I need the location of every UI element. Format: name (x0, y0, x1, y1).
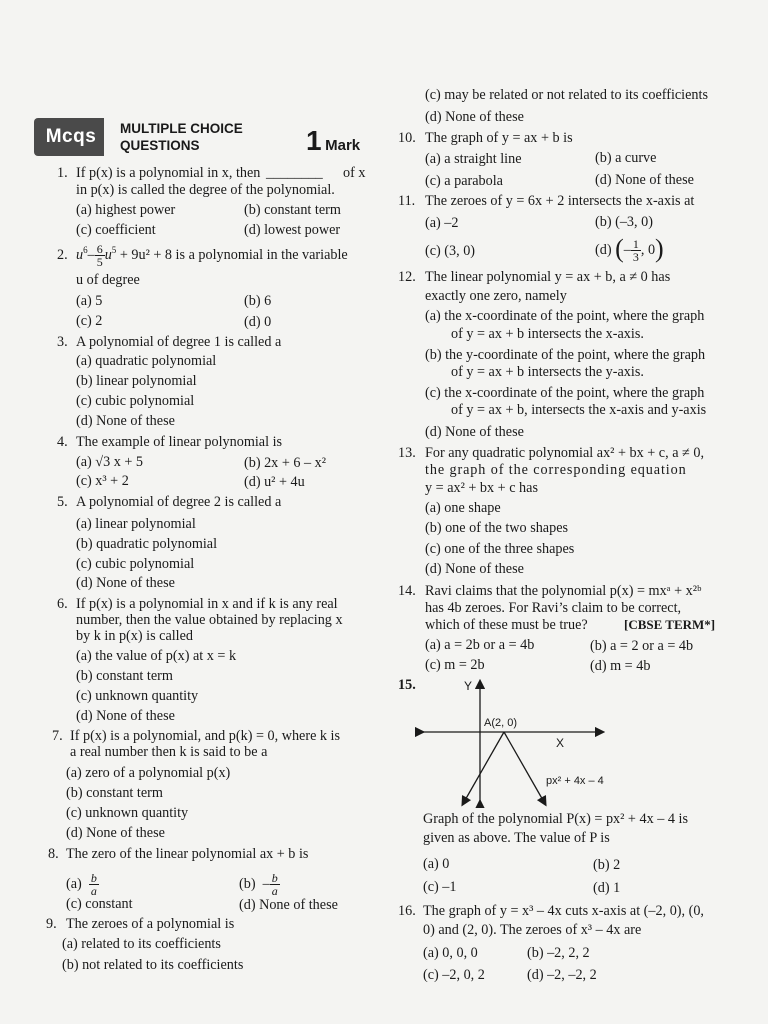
q1-stem-c: in p(x) is called the degree of the polynomial. (76, 182, 335, 198)
q3-option-b: (b) linear polynomial (76, 373, 197, 389)
q16-stem-2: 0) and (2, 0). The zeroes of x³ – 4x are (423, 922, 642, 938)
q15-parabola-graph (414, 674, 644, 808)
q12-option-a-2: of y = ax + b intersects the x-axis. (451, 326, 644, 342)
q2-expr-tail: + 9u² + 8 is a polynomial in the variable (119, 247, 348, 263)
q13-option-c: (c) one of the three shapes (425, 541, 575, 557)
graph-x-label: X (556, 736, 565, 750)
q7-option-c: (c) unknown quantity (66, 805, 189, 821)
q15-stem-1: Graph of the polynomial P(x) = px² + 4x – 4 is (423, 811, 688, 827)
q5-option-d: (d) None of these (76, 575, 175, 591)
q6-stem-2: number, then the value obtained by replacing x (76, 612, 343, 628)
q6-stem-1: If p(x) is a polynomial in x and if k is any real (76, 596, 338, 612)
q15-option-c: (c) –1 (423, 879, 457, 895)
q15-stem-2: given as above. The value of P is (423, 830, 610, 846)
q6-stem-3: by k in p(x) is called (76, 628, 194, 644)
q2-number: 2. (57, 247, 68, 263)
q16-option-c: (c) –2, 0, 2 (423, 967, 485, 983)
q8-stem: The zero of the linear polynomial ax + b is (66, 846, 309, 862)
q13-stem-2: the graph of the corresponding equation (425, 462, 687, 478)
q16-stem-1: The graph of y = x³ – 4x cuts x-axis at (–2, 0), (0, (423, 903, 704, 919)
q12-stem-1: The linear polynomial y = ax + b, a ≠ 0 has (425, 269, 671, 285)
q1-option-c: (c) coefficient (76, 222, 156, 238)
mark-indicator: 1 Mark (306, 125, 361, 156)
q10-stem: The graph of y = ax + b is (425, 130, 573, 146)
q12-option-d: (d) None of these (425, 424, 524, 440)
q11-option-d: (d) (– $\frac{1}{3}$ , 0) (595, 234, 664, 265)
q12-option-b-2: of y = ax + b intersects the y-axis. (451, 364, 644, 380)
q3-number: 3. (57, 334, 68, 350)
q13-stem-3: y = ax² + bx + c has (425, 480, 538, 496)
q9-option-a: (a) related to its coefficients (62, 936, 221, 952)
q9-stem: The zeroes of a polynomial is (66, 916, 235, 932)
q5-option-a: (a) linear polynomial (76, 516, 196, 532)
graph-curve-right (504, 732, 544, 802)
q14-stem-1: Ravi claims that the polynomial p(x) = mxᵃ + x²ᵇ (425, 583, 702, 599)
q3-option-d: (d) None of these (76, 413, 175, 429)
q14-option-d: (d) m = 4b (590, 658, 651, 674)
q8-option-c: (c) constant (66, 896, 133, 912)
q14-number: 14. (398, 583, 416, 599)
q5-option-c: (c) cubic polynomial (76, 556, 195, 572)
q13-option-d: (d) None of these (425, 561, 524, 577)
q1-option-a: (a) highest power (76, 202, 176, 218)
q10-option-d: (d) None of these (595, 172, 694, 188)
q9-option-d: (d) None of these (425, 109, 524, 125)
q14-option-a: (a) a = 2b or a = 4b (425, 637, 535, 653)
q12-number: 12. (398, 269, 416, 285)
q6-number: 6. (57, 596, 68, 612)
q7-stem-1: If p(x) is a polynomial, and p(k) = 0, where k is (70, 728, 341, 744)
q9-option-c: (c) may be related or not related to its coefficients (425, 87, 708, 103)
q3-option-c: (c) cubic polynomial (76, 393, 195, 409)
q11-option-c: (c) (3, 0) (425, 243, 476, 259)
q2-option-c: (c) 2 (76, 313, 103, 329)
q12-option-a-1: (a) the x-coordinate of the point, where the graph (425, 308, 705, 324)
q2-option-d: (d) 0 (244, 314, 272, 330)
q4-option-a: (a) √3 x + 5 (76, 454, 144, 470)
q1-blank: ________ (266, 165, 323, 181)
q1-option-b: (b) constant term (244, 202, 341, 218)
q16-option-d: (d) –2, –2, 2 (527, 967, 597, 983)
q7-option-b: (b) constant term (66, 785, 163, 801)
q10-option-a: (a) a straight line (425, 151, 522, 167)
q11-option-a: (a) –2 (425, 215, 459, 231)
q16-option-a: (a) 0, 0, 0 (423, 945, 478, 961)
q14-stem-2: has 4b zeroes. For Ravi’s claim to be correct, (425, 600, 682, 616)
mcqs-badge: Mcqs (38, 118, 104, 156)
section-title-line2: QUESTIONS (120, 138, 200, 153)
q2-stem-c: u of degree (76, 272, 140, 288)
q5-option-b: (b) quadratic polynomial (76, 536, 218, 552)
q8-number: 8. (48, 846, 59, 862)
q15-number: 15. (398, 677, 416, 693)
q14-option-b: (b) a = 2 or a = 4b (590, 638, 694, 654)
q5-number: 5. (57, 494, 68, 510)
q4-option-b: (b) 2x + 6 – x² (244, 455, 327, 471)
q7-stem-2: a real number then k is said to be a (70, 744, 268, 760)
q13-number: 13. (398, 445, 416, 461)
graph-curve-left (464, 732, 504, 802)
q13-option-b: (b) one of the two shapes (425, 520, 569, 536)
q10-number: 10. (398, 130, 416, 146)
q12-stem-2: exactly one zero, namely (425, 288, 567, 304)
q4-number: 4. (57, 434, 68, 450)
q1-stem-b: of x (343, 165, 366, 181)
q16-option-b: (b) –2, 2, 2 (527, 945, 590, 961)
q15-option-b: (b) 2 (593, 857, 621, 873)
q5-stem: A polynomial of degree 2 is called a (76, 494, 282, 510)
q2-option-a: (a) 5 (76, 293, 103, 309)
q3-stem: A polynomial of degree 1 is called a (76, 334, 282, 350)
q16-number: 16. (398, 903, 416, 919)
q11-number: 11. (398, 193, 416, 209)
q12-option-c-1: (c) the x-coordinate of the point, where the graph (425, 385, 705, 401)
q13-option-a: (a) one shape (425, 500, 501, 516)
q8-option-b: (b) – $\frac{b}{a}$ (239, 871, 278, 899)
graph-y-label: Y (464, 679, 473, 693)
q3-option-a: (a) quadratic polynomial (76, 353, 217, 369)
q15-option-d: (d) 1 (593, 880, 621, 896)
q10-option-c: (c) a parabola (425, 173, 503, 189)
q14-option-c: (c) m = 2b (425, 657, 485, 673)
q6-option-a: (a) the value of p(x) at x = k (76, 648, 237, 664)
q14-stem-3: which of these must be true? (425, 617, 588, 633)
q4-option-d: (d) u² + 4u (244, 474, 305, 490)
q15-option-a: (a) 0 (423, 856, 450, 872)
q6-option-d: (d) None of these (76, 708, 175, 724)
q7-number: 7. (52, 728, 63, 744)
graph-curve-label: px² + 4x – 4 (546, 775, 604, 787)
q12-option-b-1: (b) the y-coordinate of the point, where the graph (425, 347, 706, 363)
q14-cbse-tag: [CBSE TERM*] (624, 617, 716, 632)
q1-number: 1. (57, 165, 68, 181)
section-title-line1: MULTIPLE CHOICE (120, 121, 243, 136)
q7-option-d: (d) None of these (66, 825, 165, 841)
q13-stem-1: For any quadratic polynomial ax² + bx + c, a ≠ 0, (425, 445, 705, 461)
q4-stem: The example of linear polynomial is (76, 434, 283, 450)
q7-option-a: (a) zero of a polynomial p(x) (66, 765, 231, 781)
q12-option-c-2: of y = ax + b, intersects the x-axis and y-axis (451, 402, 707, 418)
q2-expression: $u^6-$ $\frac{6}{5}$ $u^5 + 9u^2 + 8$ is a polynomial in the variable (76, 242, 348, 270)
q6-option-b: (b) constant term (76, 668, 173, 684)
q11-stem: The zeroes of y = 6x + 2 intersects the x-axis at (425, 193, 695, 209)
q11-option-b: (b) (–3, 0) (595, 214, 653, 230)
q8-option-a: (a) $\frac{b}{a}$ (66, 871, 97, 899)
q8-option-d: (d) None of these (239, 897, 338, 913)
q6-option-c: (c) unknown quantity (76, 688, 199, 704)
q9-option-b: (b) not related to its coefficients (62, 957, 244, 973)
q4-option-c: (c) x³ + 2 (76, 473, 129, 489)
q10-option-b: (b) a curve (595, 150, 657, 166)
graph-point-label: A(2, 0) (484, 717, 518, 729)
q2-option-b: (b) 6 (244, 293, 272, 309)
q1-option-d: (d) lowest power (244, 222, 341, 238)
q9-number: 9. (46, 916, 57, 932)
q1-stem-a: If p(x) is a polynomial in x, then (76, 165, 261, 181)
